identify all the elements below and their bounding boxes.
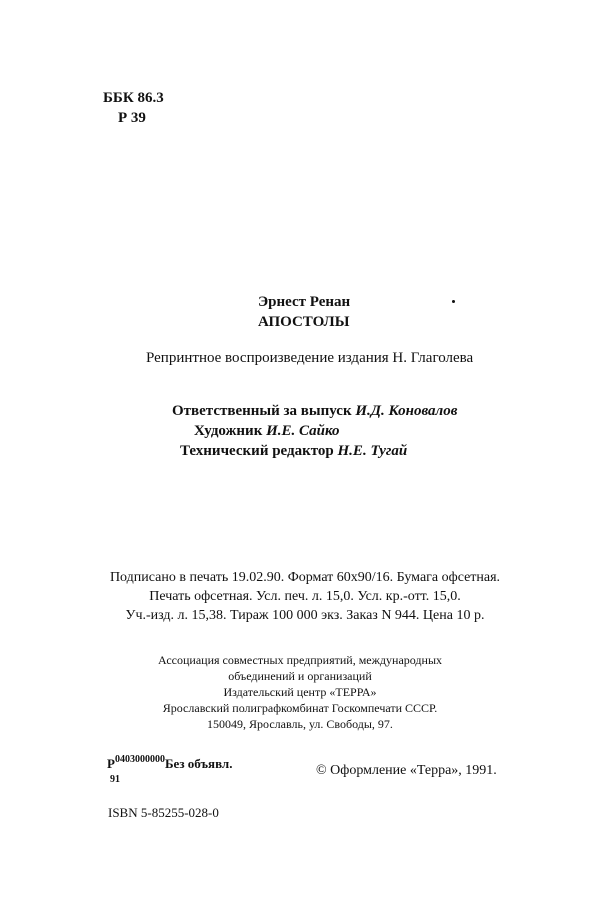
publisher-line: Издательский центр «ТЕРРА» bbox=[223, 685, 377, 699]
credit-artist bbox=[172, 421, 457, 441]
classification-codes bbox=[103, 89, 164, 128]
credit-name: И.Д. Коновалов bbox=[355, 403, 458, 419]
credit-responsible bbox=[172, 401, 457, 421]
publisher-line: Ассоциация совместных предприятий, международных bbox=[157, 653, 443, 667]
author-name: Эрнест Ренан bbox=[258, 294, 351, 310]
publisher-block bbox=[100, 652, 500, 732]
design-credit: © Оформление «Терра», 1991. bbox=[316, 763, 497, 778]
imprint-line: Подписано в печать 19.02.90. Формат 60х90/16. Бумага офсетная. bbox=[109, 570, 501, 585]
bbk-code: ББК 86.3 bbox=[103, 90, 164, 106]
credit-tech-editor bbox=[172, 441, 457, 461]
credits-block bbox=[172, 401, 457, 461]
print-speck bbox=[452, 300, 455, 303]
price-letter: Р bbox=[107, 756, 115, 771]
imprint-line: Печать офсетная. Усл. печ. л. 15,0. Усл. кр.-отт. 15,0. bbox=[149, 589, 461, 604]
imprint-block bbox=[100, 568, 510, 625]
price-code bbox=[107, 754, 233, 785]
credit-role: Ответственный за выпуск bbox=[172, 403, 352, 419]
reprint-note: Репринтное воспроизведение издания Н. Глаголева bbox=[146, 350, 474, 366]
price-note: Без объявл. bbox=[164, 756, 233, 771]
book-title: АПОСТОЛЫ bbox=[258, 314, 350, 330]
credit-role: Художник bbox=[194, 423, 263, 439]
price-superscript: 0403000000 bbox=[114, 754, 165, 765]
isbn: ISBN 5-85255-028-0 bbox=[108, 805, 219, 820]
price-subscript: 91 bbox=[110, 774, 120, 785]
credit-name: И.Е. Сайко bbox=[266, 423, 340, 439]
author-mark: Р 39 bbox=[118, 109, 146, 126]
publisher-line: 150049, Ярославль, ул. Свободы, 97. bbox=[207, 717, 393, 731]
publisher-line: объединений и организаций bbox=[228, 669, 372, 683]
publisher-line: Ярославский полиграфкомбинат Госкомпечати СССР. bbox=[162, 701, 438, 715]
imprint-line: Уч.-изд. л. 15,38. Тираж 100 000 экз. Заказ N 944. Цена 10 р. bbox=[125, 608, 485, 623]
credit-name: Н.Е. Тугай bbox=[337, 443, 408, 459]
credit-role: Технический редактор bbox=[180, 443, 334, 459]
